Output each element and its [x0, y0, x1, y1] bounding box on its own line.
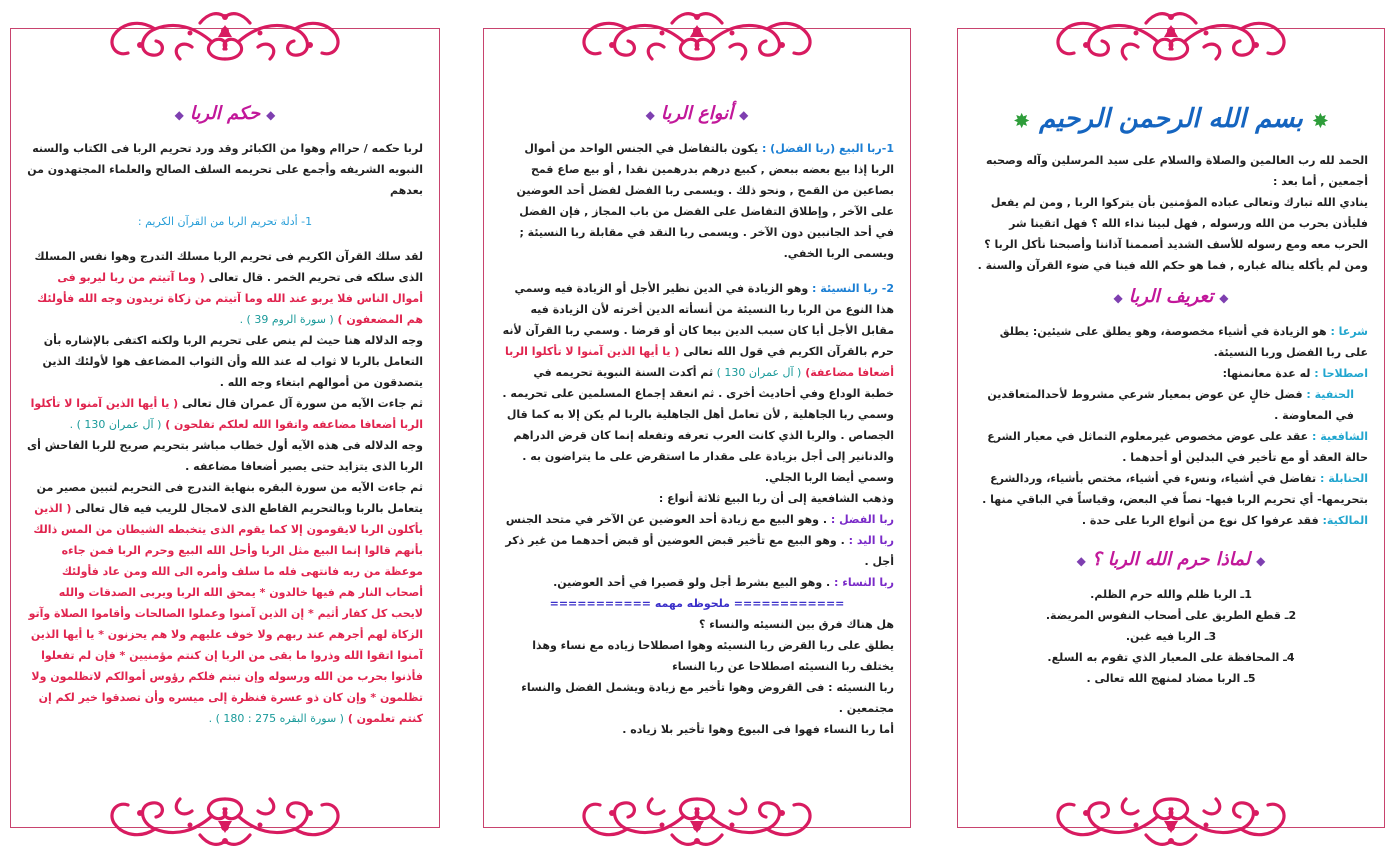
- definition-item: المالكية: فقد عرفوا كل نوع من أنواع الربا على حدة .: [1081, 514, 1368, 527]
- left-para-5: ثم جاءت الآيه من سورة البقره بنهاية التدرج فى التحريم لتبين مصير من يتعامل بالربا وبالتحريم القاطع الذى لامجال للريب فيه قال تعالى ( الذين يأكلون الربا لايقومون إلا كما يقوم الذى يتخبطه الشيطان من المس ذالك بأنهم قالوا إنما البيع مثل الربا وأحل الله البيع وحرم الربا فمن جاءه موعظة من ربه فانتهى فله ما سلف وأمره الى الله ومن عاد فأولئك أصحاب النار هم فيها خالدون * يمحق الله الربا ويربى الصدقات والله لايحب كل كفار أثيم * إن الذين آمنوا وعملوا الصالحات وأقاموا الصلاة وآتو الزكاة لهم أجرهم عند ربهم ولا خوف عليهم ولا هم يحزنون * يا أيها الذين آمنوا اتقوا الله وذروا ما بقى من الربا إن كنتم مؤمنيين * فإن لم تفعلوا فأذنوا بحرب من الله ورسوله وإن تبتم فلكم رؤوس أموالكم لاتظلمون ولا تظلمون * وإن كان ذو عسرة فنظرة إلى ميسره وأن تصدقوا خير لكم إن كنتم تعلمون ) ( سورة البقره 275 : 180 ) .: [28, 481, 423, 725]
- left-para-2: وجه الدلاله هنا حيث لم ينص على تحريم الربا ولكنه اكتفى بالإشاره بأن التعامل بالربا لا ثواب له عند الله وأن الثواب المضاعف هوا لأولئك الذين يتصدقون من أموالهم ابتغاء وجه الله .: [42, 334, 423, 389]
- right-panel: [957, 28, 1385, 828]
- type-item: ربا النساء : . وهو البيع بشرط أجل ولو قصيرا في أحد العوضين.: [553, 576, 894, 589]
- why-heading: ◆لماذا حرم الله الربا ؟◆: [1076, 549, 1266, 570]
- ornament-graphic: [100, 9, 350, 67]
- note-title: ============ ملحوظه مهمه ===========: [549, 597, 845, 610]
- qa-line: أما ربا النساء فهوا فى البيوع وهوا تأخير بلا زياده .: [622, 723, 894, 736]
- definition-heading: ◆تعريف الربا◆: [1113, 286, 1229, 307]
- left-heading: ◆حكم الربا◆: [174, 103, 276, 124]
- definition-item: شرعا : هو الزيادة في أشياء مخصوصة، وهو يطلق على شيئين: يطلق على ربا الفضل وربا النسيئة.: [999, 325, 1368, 359]
- star-icon: ✸: [1014, 111, 1030, 132]
- ornament-top: [1046, 9, 1296, 67]
- ornament-graphic: [572, 9, 822, 67]
- ornament-graphic: [572, 791, 822, 849]
- left-para-1: لقد سلك القرآن الكريم فى تحريم الربا مسلك التدرج وهوا نفس المسلك الذى سلكه فى تحريم الخمر . قال تعالى ( وما آتيتم من ربا ليربو فى أموال الناس فلا يربو عند الله وما آتيتم من زكاة تريدون وجه الله فأولئك هم المضعفون ) ( سورة الروم 39 ) .: [34, 250, 423, 326]
- middle-content: [500, 99, 894, 757]
- riba-nasia-paragraph: 2- ربا النسيئة : وهو الزيادة في الدين نظير الأجل أو الزيادة فيه وسمي هذا النوع من الربا ربا النسيئة من أنسأته الدين أخرته لأن الزيادة فيه مقابل الأجل أيا كان سبب الدين بيعا كان أو قرضا . وسمي ربا القرآن لأنه حرم بالقرآن الكريم في قول الله تعالى ( يا أيها الذين آمنوا لا تأكلوا الربا أضعافا مضاعفة) ( آل عمران 130 ) ثم أكدت السنة النبوية تحريمه في خطبة الوداع وفي أحاديث أخرى . ثم انعقد إجماع المسلمين على تحريمه . وسمي ربا الجاهلية , لأن تعامل أهل الجاهلية بالربا لم يكن إلا به كما قال الجصاص . والربا الذي كانت العرب تعرفه وتفعله إنما كان قرض الدراهم والدنانير إلى أجل بزيادة على مقدار ما استقرض على ما يتراضون به . وسمي أيضا الربا الجلي.: [502, 282, 894, 484]
- why-item: 5ـ الربا مضاد لمنهج الله تعالى .: [1086, 672, 1256, 685]
- ornament-top: [100, 9, 350, 67]
- middle-heading: ◆أنواع الربا◆: [645, 103, 749, 124]
- ornament-top: [572, 9, 822, 67]
- right-intro-1: الحمد لله رب العالمين والصلاة والسلام على سيد المرسلين وآله وصحبه أجمعين , أما بعد :: [985, 154, 1368, 188]
- why-item: 2ـ قطع الطريق على أصحاب النفوس المريضة.: [1045, 609, 1297, 622]
- type-item: ربا اليد : . وهو البيع مع تأخير قبض العوضين أو قبض أحدهما من غير ذكر أجل .: [505, 534, 894, 568]
- qa-line: ربا النسيئه : فى القروض وهوا تأخير مع زيادة ويشمل الفضل والنساء مجتمعين .: [521, 681, 894, 715]
- left-para-3: ثم جاءت الآيه من سورة آل عمران قال تعالى ( يا أيها الذين آمنوا لا تأكلوا الربا أضعافا مضاعفه واتقوا الله لعلكم تفلحون ) ( آل عمران 130 ) .: [30, 397, 423, 431]
- left-sub-heading: 1- أدلة تحريم الربا من القرآن الكريم :: [137, 215, 313, 228]
- ornament-bottom: [572, 791, 822, 849]
- right-content: [974, 99, 1368, 757]
- riba-fadl-paragraph: 1-ربا البيع (ربا الفضل) : يكون بالتفاضل في الجنس الواحد من أموال الربا إذا بيع بعضه ببعض , كبيع درهم بدرهمين نقدا , أو بيع صاع قمح بصاعين من القمح , ونحو ذلك . ويسمى ربا الفضل لفضل أحد العوضين على الآخر , وإطلاق التفاضل على الفضل من باب المجاز , فإن الفضل في أحد الجانبين دون الآخر . ويسمى ربا النقد في مقابلة ربا النسيئة ; ويسمى الربا الخفي.: [516, 142, 894, 260]
- definition-item: الحنابلة : تفاضل في أشياء، ونسء في أشياء، مختص بأشياء، وردالشرع بتحريمها- أي تحريم الربا فيها- نصاً في البعض، وقياساً في الباقي منها .: [982, 472, 1368, 506]
- shafii-intro: وذهب الشافعية إلى أن ربا البيع ثلاثة أنواع :: [658, 492, 894, 505]
- star-icon: ✸: [1312, 111, 1328, 132]
- definition-item: الحنفية : فضل خالٍ عن عوض بمعيار شرعي مشروط لأحدالمتعاقدين في المعاوضة .: [987, 388, 1354, 422]
- middle-panel: [483, 28, 911, 828]
- left-para-4: وجه الدلاله فى هذه الآيه أول خطاب مباشر بتحريم صريح للربا الفاحش أى الربا الذى يتزايد حتى يصير أضعافا مضاعفه .: [27, 439, 423, 473]
- ornament-graphic: [1046, 791, 1296, 849]
- ornament-bottom: [100, 791, 350, 849]
- basmala-title: ✸بسم الله الرحمن الرحيم✸: [1014, 104, 1328, 134]
- definition-item: اصطلاحا : له عدة معانمنها:: [1222, 367, 1368, 380]
- ornament-graphic: [100, 791, 350, 849]
- ornament-graphic: [1046, 9, 1296, 67]
- qa-line: هل هناك فرق بين النسيئه والنساء ؟: [699, 618, 894, 631]
- definition-item: الشافعية : عقد على عوض مخصوص غيرمعلوم التماثل في معيار الشرع حالة العقد أو مع تأخير في البدلين أو أحدهما .: [987, 430, 1368, 464]
- type-item: ربا الفضل : . وهو البيع مع زيادة أحد العوضين عن الآخر في متحد الجنس: [505, 513, 894, 526]
- right-intro-2: ينادي الله تبارك وتعالى عباده المؤمنين بأن يتركوا الربا , ومن لم يفعل فليأذن بحرب من الله ورسوله , فهل لبينا نداء الله ؟ فهل اتقينا شر الحرب معه ومع رسوله للأسف الشديد أصممنا آذاننا وأصبحنا نأكل الربا ؟ ومن لم يأكله يناله غباره , فما هو حكم الله فينا في ضوء القرآن والسنة .: [977, 196, 1368, 272]
- left-intro: لربا حكمه / حراام وهوا من الكبائر وقد ورد تحريم الربا فى الكتاب والسنه النبويه الشريفه وأجمع على تحريمه السلف الصالح والعلماء المجتهدون من بعدهم: [27, 142, 423, 197]
- why-item: 4ـ المحافظة على المعيار الذي تقوم به السلع.: [1047, 651, 1295, 664]
- qa-line: يطلق على ربا القرض ربا النسيئه وهوا اصطلاحا زياده مع نساء وهذا يختلف ربا النسيئه اصطلاحا عن ربا النساء: [532, 639, 894, 673]
- left-panel: [10, 28, 440, 828]
- why-item: 3ـ الربا فيه غبن.: [1125, 630, 1217, 643]
- left-content: [27, 99, 423, 757]
- ornament-bottom: [1046, 791, 1296, 849]
- why-item: 1ـ الربا ظلم والله حرم الظلم.: [1090, 588, 1252, 601]
